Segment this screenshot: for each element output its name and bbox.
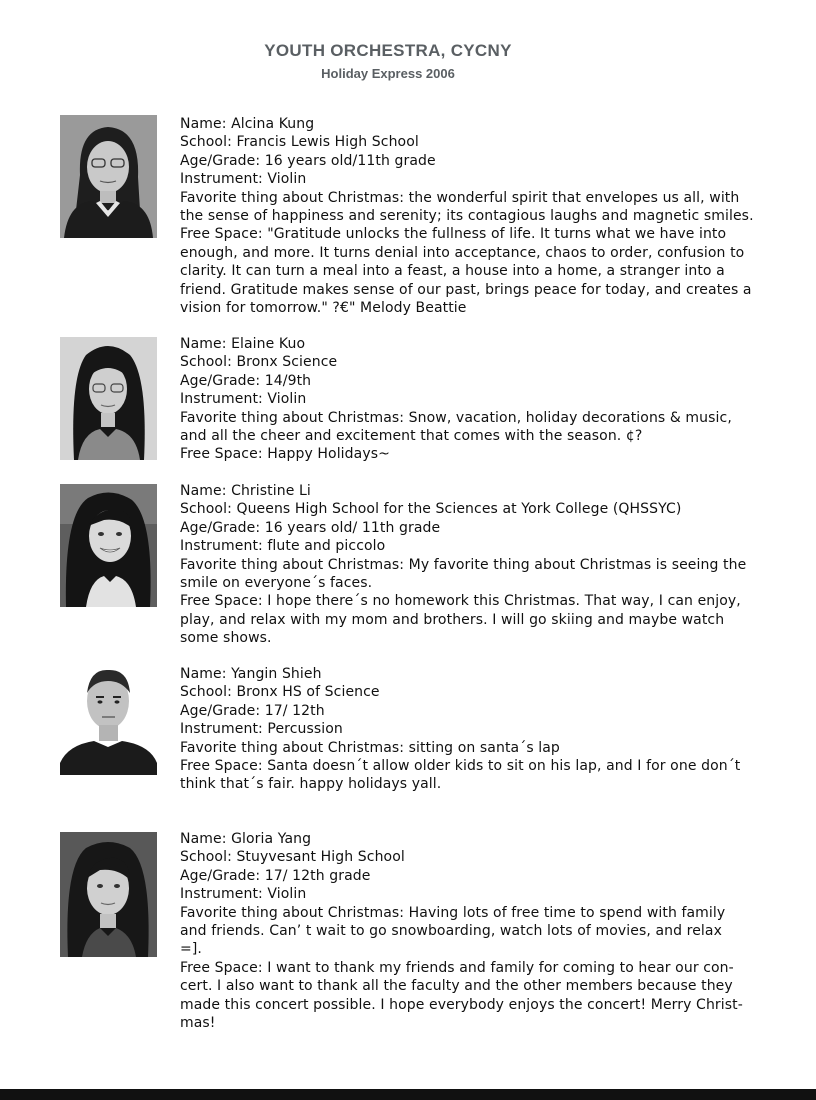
profile-name: Name: Christine Li: [180, 483, 311, 499]
profile-text: [180, 115, 770, 317]
profile-instrument: Instrument: flute and piccolo: [180, 538, 386, 555]
profile-free-space: vision for tomorrow." ?€" Melody Beattie: [180, 300, 467, 317]
profile-favorite-thing: Favorite thing about Christmas: sitting on santa´s lap: [180, 739, 560, 756]
profile-text: [180, 482, 770, 648]
profile-instrument: Instrument: Violin: [180, 391, 307, 408]
profile-school: School: Francis Lewis High School: [180, 134, 419, 151]
member-photo: [60, 337, 157, 460]
profile-free-space: clarity. It can turn a meal into a feast, a house into a home, a stranger into a: [180, 263, 725, 280]
profile-age-grade: Age/Grade: 14/9th: [180, 372, 312, 389]
profile-name: Name: Gloria Yang: [180, 831, 312, 847]
profile-free-space: made this concert possible. I hope everybody enjoys the concert! Merry Christ-: [180, 996, 743, 1013]
profile-favorite-thing: the sense of happiness and serenity; its contagious laughs and magnetic smiles.: [180, 208, 754, 225]
profile-favorite-thing: and all the cheer and excitement that comes with the season. ¢?: [180, 428, 643, 445]
profile-favorite-thing: smile on everyone´s faces.: [180, 575, 373, 592]
profile-free-space: mas!: [180, 1015, 216, 1032]
profile-favorite-thing: =].: [180, 941, 202, 958]
profile-free-space: friend. Gratitude makes sense of our past, brings peace for today, and creates a: [180, 281, 752, 298]
profile-age-grade: Age/Grade: 17/ 12th grade: [180, 867, 371, 884]
document-subtitle: Holiday Express 2006: [321, 66, 455, 81]
profile-free-space: Free Space: I want to thank my friends and family for coming to hear our con-: [180, 959, 734, 976]
member-photo: [60, 484, 157, 607]
profile-instrument: Instrument: Violin: [180, 886, 307, 903]
profile-instrument: Instrument: Violin: [180, 171, 307, 188]
profile-age-grade: Age/Grade: 17/ 12th: [180, 702, 325, 719]
page-bottom-border: [0, 1089, 816, 1100]
document-header: [0, 40, 776, 82]
profile-text: [180, 830, 770, 1032]
profile-free-space: Free Space: Happy Holidays~: [180, 446, 390, 463]
profile-school: School: Stuyvesant High School: [180, 849, 405, 866]
member-photo: [60, 115, 157, 238]
profile-free-space: Free Space: "Gratitude unlocks the fullness of life. It turns what we have into: [180, 226, 727, 243]
profile-favorite-thing: Favorite thing about Christmas: Having lots of free time to spend with family: [180, 904, 726, 921]
profile-text: [180, 665, 770, 794]
document-title: YOUTH ORCHESTRA, CYCNY: [264, 41, 512, 60]
profile-favorite-thing: Favorite thing about Christmas: the wonderful spirit that envelopes us all, with: [180, 189, 740, 206]
profile-free-space: play, and relax with my mom and brothers. I will go skiing and maybe watch: [180, 611, 725, 628]
profile-free-space: enough, and more. It turns denial into acceptance, chaos to order, confusion to: [180, 244, 745, 261]
profile-name: Name: Alcina Kung: [180, 116, 315, 132]
profile-name: Name: Yangin Shieh: [180, 666, 322, 682]
profile-age-grade: Age/Grade: 16 years old/11th grade: [180, 152, 436, 169]
profile-school: School: Queens High School for the Sciences at York College (QHSSYC): [180, 501, 682, 518]
profile-free-space: cert. I also want to thank all the faculty and the other members because they: [180, 978, 733, 995]
profile-text: [180, 335, 770, 464]
profile-free-space: some shows.: [180, 630, 272, 647]
profile-age-grade: Age/Grade: 16 years old/ 11th grade: [180, 519, 441, 536]
member-photo: [60, 667, 157, 775]
profile-favorite-thing: and friends. Can’ t wait to go snowboarding, watch lots of movies, and relax: [180, 923, 722, 940]
profile-free-space: think that´s fair. happy holidays yall.: [180, 776, 442, 793]
profile-instrument: Instrument: Percussion: [180, 721, 343, 738]
profile-name: Name: Elaine Kuo: [180, 336, 306, 352]
member-photo: [60, 832, 157, 957]
profile-free-space: Free Space: I hope there´s no homework this Christmas. That way, I can enjoy,: [180, 593, 741, 610]
profile-favorite-thing: Favorite thing about Christmas: Snow, vacation, holiday decorations & music,: [180, 409, 732, 426]
profile-school: School: Bronx HS of Science: [180, 684, 380, 701]
profile-free-space: Free Space: Santa doesn´t allow older kids to sit on his lap, and I for one don´t: [180, 758, 741, 775]
profile-favorite-thing: Favorite thing about Christmas: My favorite thing about Christmas is seeing the: [180, 556, 747, 573]
profile-school: School: Bronx Science: [180, 354, 338, 371]
